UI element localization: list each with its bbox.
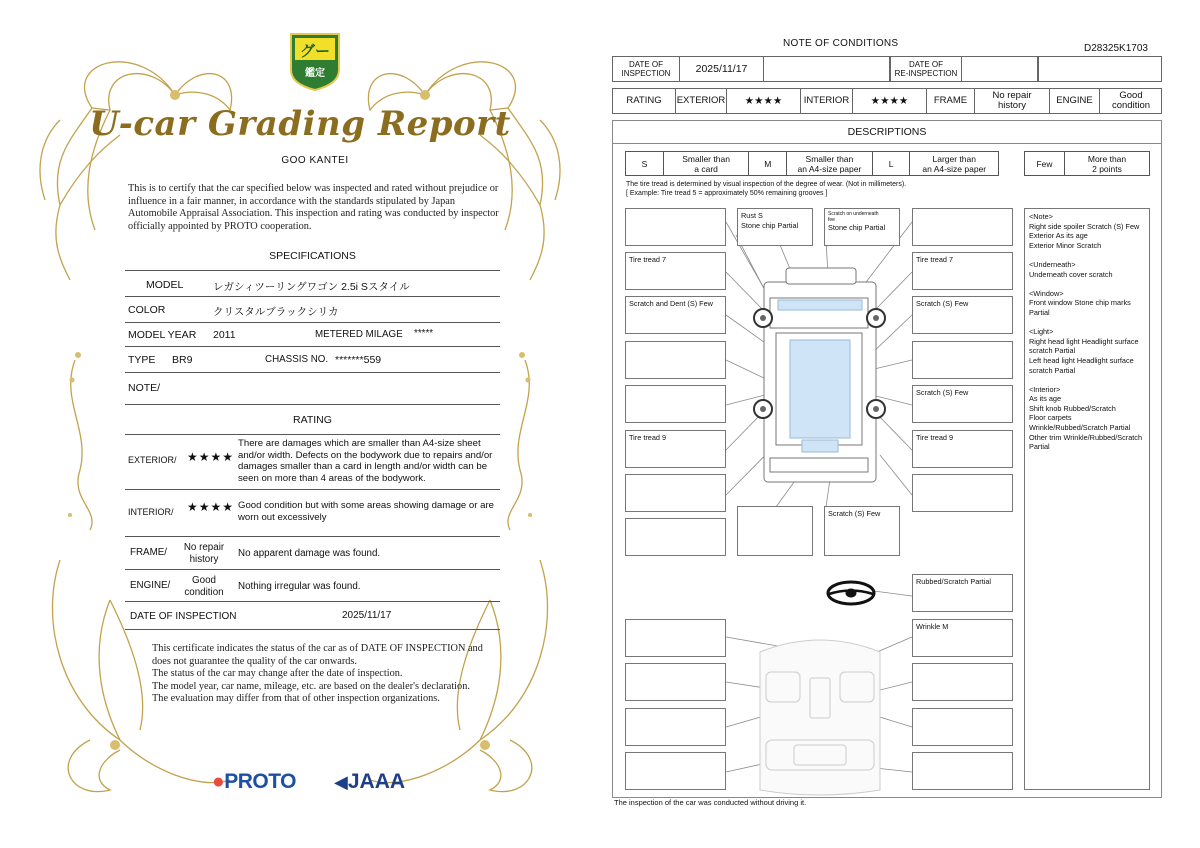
legend-s: S [626, 152, 664, 175]
remark-box [625, 752, 726, 790]
engine-value-line2: condition [184, 586, 224, 598]
remark-box [625, 619, 726, 657]
steering-wheel-icon [828, 582, 874, 604]
remark-box [912, 708, 1013, 746]
stone-chip-text: Stone chip Partial [828, 223, 886, 232]
metered-milage-value: ***** [414, 328, 434, 339]
remark-box-underneath [824, 208, 900, 246]
legend-m: M [749, 152, 787, 175]
remark-box-tire-rear-right: Tire tread 9 [912, 430, 1013, 468]
footnote-line: The evaluation may differ from that of other inspection organizations. [152, 693, 440, 704]
notes-panel [1024, 208, 1150, 790]
exterior-header: EXTERIOR [676, 89, 727, 113]
exterior-label: EXTERIOR/ [128, 455, 177, 465]
color-label: COLOR [128, 304, 166, 316]
remark-box [912, 474, 1013, 512]
underneath-small-text-1: Scratch on underneath [828, 211, 879, 217]
divider [125, 489, 500, 490]
note-general: <Note> Right side spoiler Scratch (S) Few Exterior As its age Exterior Minor Scratch [1029, 212, 1140, 250]
badge-text-top: グー [299, 42, 331, 60]
legend-m-desc-2: an A4-size paper [797, 163, 862, 174]
jaaa-logo-mark-icon: ◀ [334, 772, 348, 792]
remark-box [625, 663, 726, 701]
footer-logos [212, 770, 412, 800]
jaaa-logo [334, 770, 405, 794]
engine-description: Nothing irregular was found. [238, 581, 361, 592]
stone-chip-text: Stone chip Partial [741, 220, 799, 230]
legend-s-desc-1: Smaller than [682, 153, 730, 164]
remark-box-tire-rear-left: Tire tread 9 [625, 430, 726, 468]
legend-l: L [873, 152, 911, 175]
remark-box [625, 208, 726, 246]
goo-kantei-badge-icon [287, 30, 343, 92]
report-subtitle: GOO KANTEI [281, 155, 349, 166]
certify-statement: This is to certify that the car specified below was inspected and rated without prejudice or influence in a fair manner, in accordance with the standards stipulated by Japan Automobile Appraisal Association. This inspection and rating was conducted by inspector officially appointed by PROTO cooperation. [128, 183, 499, 232]
note-label: NOTE/ [128, 382, 161, 394]
divider [125, 372, 500, 373]
legend-few-desc-1: More than [1087, 153, 1127, 164]
divider [125, 296, 500, 297]
metered-milage-label: METERED MILAGE [315, 329, 403, 340]
remark-box-rust [737, 208, 813, 246]
engine-value-line1: Good [192, 575, 216, 586]
report-title: U-car Grading Report [89, 104, 511, 144]
note-window: <Window> Front window Stone chip marks Partial [1029, 288, 1131, 317]
engine-value [176, 575, 232, 598]
type-label: TYPE [128, 354, 156, 366]
remark-box-scratch-dent: Scratch and Dent (S) Few [625, 296, 726, 334]
remark-box [625, 474, 726, 512]
divider [125, 434, 500, 435]
remark-box-tire-front-left: Tire tread 7 [625, 252, 726, 290]
divider [125, 270, 500, 271]
frame-label: FRAME/ [130, 547, 168, 558]
remark-box [912, 208, 1013, 246]
remark-box-scratch-right-2: Scratch (S) Few [912, 385, 1013, 423]
remark-box [625, 385, 726, 423]
type-value: BR9 [172, 354, 193, 366]
legend-m-desc-1: Smaller than [805, 153, 854, 164]
footnote-line: The status of the car may change after the date of inspection. [152, 668, 403, 679]
remark-box [912, 341, 1013, 379]
chassis-value: *******559 [335, 354, 382, 366]
chassis-label: CHASSIS NO. [265, 354, 329, 365]
divider [125, 536, 500, 537]
model-label: MODEL [146, 279, 184, 291]
tire-note-line: [ Example: Tire tread 5 = approximately 50% remaining grooves ] [626, 190, 828, 197]
proto-logo-mark-icon: ● [212, 770, 225, 793]
divider [125, 629, 500, 630]
inspection-footer-note: The inspection of the car was conducted without driving it. [614, 798, 807, 807]
car-interior-view-icon [760, 640, 880, 795]
remark-box-wrinkle: Wrinkle M [912, 619, 1013, 657]
date-of-inspection-label: DATE OF INSPECTION [130, 611, 237, 622]
engine-value-line2: condition [1111, 100, 1151, 111]
exterior-stars: ★★★★ [187, 450, 235, 464]
frame-value-line2: history [189, 553, 219, 565]
badge-text-bottom: 鑑定 [305, 68, 325, 79]
interior-description: Good condition but with some areas showing damage or are worn out excessively [238, 500, 494, 523]
divider [125, 601, 500, 602]
rust-text: Rust S [741, 211, 763, 220]
note-light: <Light> Right head light Headlight surface scratch Partial Left head light Headlight surface scratch Partial [1029, 327, 1139, 375]
date-header-line2: INSPECTION [621, 69, 671, 78]
noc-title: NOTE OF CONDITIONS [783, 38, 899, 49]
descriptions-title: DESCRIPTIONS [612, 120, 1162, 144]
noc-id: D28325K1703 [1084, 43, 1148, 54]
car-top-view-icon [764, 268, 876, 482]
interior-header: INTERIOR [801, 89, 853, 113]
frame-value-line2: history [998, 100, 1026, 111]
interior-stars: ★★★★ [853, 89, 927, 113]
note-interior: <Interior> As its age Shift knob Rubbed/Scratch Floor carpets Wrinkle/Rubbed/Scratch Partial Other trim Wrinkle/Rubbed/Scratch Partial [1029, 384, 1143, 452]
legend-few-desc-2: 2 points [1092, 163, 1122, 174]
legend-l-desc-1: Larger than [932, 153, 976, 164]
note-underneath: <Underneath> Underneath cover scratch [1029, 259, 1113, 279]
underneath-small-text-2: fee [828, 217, 835, 223]
frame-value [176, 542, 232, 565]
remark-box [625, 518, 726, 556]
interior-stars: ★★★★ [187, 500, 235, 514]
engine-label: ENGINE/ [130, 580, 171, 591]
certificate-footnote [152, 643, 492, 706]
frame-value-line1: No repair [992, 89, 1032, 101]
tire-note-line: The tire tread is determined by visual inspection of the degree of wear. (Not in millimeters). [626, 181, 907, 188]
date-of-inspection-value: 2025/11/17 [342, 610, 392, 621]
remark-box [737, 506, 813, 556]
reinspection-header-line2: RE-INSPECTION [894, 69, 958, 78]
legend-s-desc-2: a card [694, 163, 718, 174]
exterior-stars: ★★★★ [727, 89, 801, 113]
remark-box-tire-front-right: Tire tread 7 [912, 252, 1013, 290]
rating-title: RATING [293, 414, 332, 426]
jaaa-logo-text: JAAA [347, 770, 406, 793]
engine-header: ENGINE [1050, 89, 1100, 113]
date-header-line1: DATE OF [628, 60, 664, 69]
remark-box [625, 708, 726, 746]
remark-box-scratch-rear: Scratch (S) Few [824, 506, 900, 556]
remark-box [912, 752, 1013, 790]
divider [125, 322, 500, 323]
model-year-label: MODEL YEAR [128, 329, 197, 341]
footnote-line: This certificate indicates the status of the car as of DATE OF INSPECTION and does not guarantee the quality of the car onwards. [152, 643, 483, 667]
legend-l-desc-2: an A4-size paper [922, 163, 987, 174]
divider [125, 346, 500, 347]
remark-box-scratch-right-1: Scratch (S) Few [912, 296, 1013, 334]
proto-logo [212, 770, 296, 794]
remark-box [625, 341, 726, 379]
divider [125, 569, 500, 570]
engine-value-line1: Good [1119, 89, 1143, 101]
remark-box [912, 663, 1013, 701]
date-of-inspection-cell: 2025/11/17 [680, 57, 764, 81]
model-year-value: 2011 [213, 329, 236, 341]
footnote-line: The model year, car name, mileage, etc. are based on the dealer's declaration. [152, 680, 470, 692]
legend-few: Few [1025, 152, 1065, 175]
interior-label: INTERIOR/ [128, 507, 174, 517]
reinspection-header-line1: DATE OF [908, 60, 944, 69]
note-of-conditions-sheet [600, 0, 1200, 848]
divider [125, 404, 500, 405]
proto-logo-text: PROTO [224, 770, 296, 793]
remark-box-steering: Rubbed/Scratch Partial [912, 574, 1013, 612]
specifications-title: SPECIFICATIONS [269, 250, 356, 262]
frame-description: No apparent damage was found. [238, 548, 381, 559]
exterior-description: There are damages which are smaller than A4-size sheet and/or width. Defects on the bodywork due to repairs and/or damages smaller than a card in length and/or width can be seen on more than 4 areas of the bodywork. [238, 438, 493, 484]
frame-header: FRAME [927, 89, 975, 113]
color-value: クリスタルブラックシリカ [213, 306, 339, 318]
frame-value-line1: No repair [183, 542, 225, 553]
model-value: レガシィツーリングワゴン 2.5i Sスタイル [213, 281, 410, 293]
rating-header: RATING [613, 89, 676, 113]
